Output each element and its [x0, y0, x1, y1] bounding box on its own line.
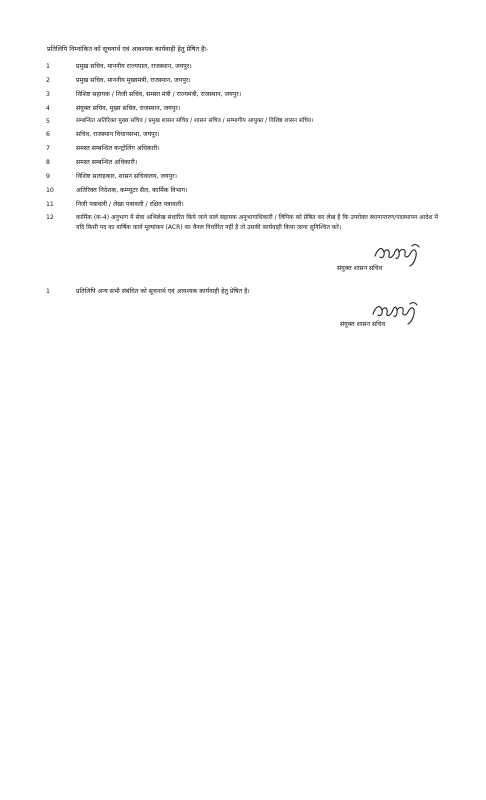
- item-number: 6: [46, 131, 50, 138]
- item-text: विशिष्ट सहायक / निजी सचिव, समस्त मंत्री / राज्यमंत्री, राजस्थान, जयपुर।: [76, 91, 242, 98]
- item-number: 1: [46, 63, 50, 70]
- item-number: 1: [46, 288, 50, 295]
- item-text: विशिष्ट सलाहकार, शासन सचिवालय, जयपुर।: [76, 173, 177, 180]
- item-text: समस्त सम्बन्धित कन्ट्रोलिंग अधिकारी।: [76, 145, 160, 152]
- item-text: निजी पत्रावली / लेखा पत्रावली / रक्षित पत्रावली।: [76, 201, 184, 208]
- item-number: 4: [46, 105, 50, 112]
- item-number: 2: [46, 77, 50, 84]
- item-number: 3: [46, 91, 50, 98]
- item-number: 7: [46, 145, 50, 152]
- item-number: 8: [46, 159, 50, 166]
- item-text: सचिव, राजस्थान विधानसभा, जयपुर।: [76, 131, 160, 138]
- signature-title: संयुक्त शासन सचिव: [340, 321, 386, 328]
- item-number: 11: [46, 201, 54, 208]
- item-text: संयुक्त सचिव, मुख्य सचिव, राजस्थान, जयपुर।: [76, 105, 181, 112]
- item-number: 10: [46, 187, 54, 194]
- item-text: सम्बन्धित अतिरिक्त मुख्य सचिव / प्रमुख शासन सचिव / शासन सचिव / सम्भागीय आयुक्त / विशिष्ठ शासन सचिव।: [76, 118, 314, 124]
- copy-heading: प्रतिलिपि निम्नांकित को सूचनार्थ एवं आवश्यक कार्यवाही हेतु प्रेषित हैः-: [47, 45, 209, 53]
- item-number: 5: [46, 118, 50, 125]
- item-text: प्रमुख सचिव, माननीय राज्यपाल, राजस्थान, जयपुर।: [76, 63, 192, 70]
- item-text: समस्त सम्बन्धित अधिकारी।: [76, 159, 138, 166]
- item-text: कार्मिक (क-4) अनुभाग में सेवा अभिलेख संधारित किये जाने वाले सहायक अनुभागाधिकारी / लिपिक को प्रेषित कर लेख है कि उपरोक्त स्थानान्तरण/पदस्थापन आदेश में यदि किसी पद का वार्षिक कार्य मूल्यांकन (ACR) का चैनल निर्धारित नहीं है तो उसकी कार्यवाही किया जाना सुनिश्चित करें।: [76, 214, 439, 231]
- item-text: प्रतिलिपि अन्य सभी संबंधित को सूचनार्थ एवं आवश्यक कार्यवाही हेतु प्रेषित है।: [76, 288, 250, 295]
- item-number: 12: [46, 214, 54, 221]
- item-number: 9: [46, 173, 50, 180]
- item-text: प्रमुख सचिव, माननीय मुख्यमंत्री, राजस्थान, जयपुर।: [76, 77, 191, 84]
- item-text: अतिरिक्त निदेशक, कम्प्यूटर सैल, कार्मिक विभाग।: [76, 187, 188, 194]
- signature-title: संयुक्त शासन सचिव: [337, 265, 383, 272]
